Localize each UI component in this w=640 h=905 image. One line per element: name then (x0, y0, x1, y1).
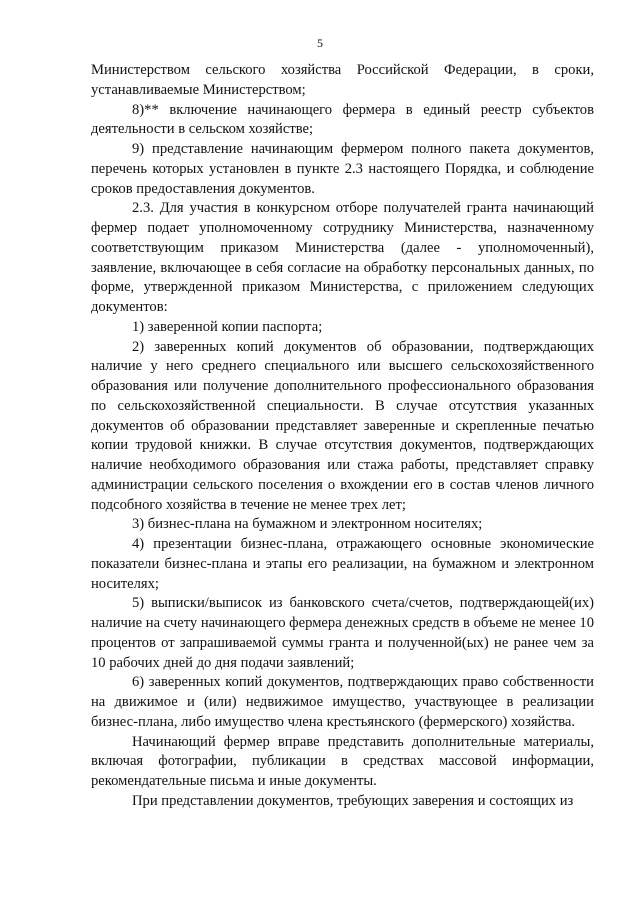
paragraph: 9) представление начинающим фермером полного пакета документов, перечень которых установлен в пункте 2.3 настоящего Порядка, и соблюдение сроков предоставления документов. (91, 141, 594, 197)
paragraph: Начинающий фермер вправе представить дополнительные материалы, включая фотографии, публикации в средствах массовой информации, рекомендательные письма и иные документы. (91, 733, 594, 789)
paragraph: При представлении документов, требующих заверения и состоящих из (132, 792, 574, 809)
paragraph: 5) выписки/выписок из банковского счета/счетов, подтверждающей(их) наличие на счету начинающего фермера денежных средств в объеме не менее 10 процентов от запрашиваемой суммы гранта и полученной(ых) не ранее чем за 10 рабочих дней до дня подачи заявлений; (91, 595, 594, 671)
paragraph: 6) заверенных копий документов, подтверждающих право собственности на движимое и (или) недвижимое имущество, участвующее в реализации бизнес-плана, либо имущество члена крестьянского (фермерского) хозяйства. (91, 674, 594, 730)
paragraph: 3) бизнес-плана на бумажном и электронном носителях; (132, 516, 483, 533)
document-body (91, 61, 594, 812)
paragraph: 2.3. Для участия в конкурсном отборе получателей гранта начинающий фермер подает уполномоченному сотруднику Министерства, назначенному соответствующим приказом Министерства (далее - уполномоченный), заявление, включающее в себя согласие на обработку персональных данных, по форме, утвержденной приказом Министерства, с приложением следующих документов: (91, 200, 594, 315)
paragraph: 2) заверенных копий документов об образовании, подтверждающих наличие у него среднего специального или высшего сельскохозяйственного образования или получение дополнительного профессионального образования по сельскохозяйственной специальности. В случае отсутствия указанных документов об образовании представляет заверенные и скрепленные печатью копии трудовой книжки. В случае отсутствия документов, подтверждающих наличие необходимого образования или стажа работы, представляет справку администрации сельского поселения о вхождении его в состав членов личного подсобного хозяйства в течение не менее трех лет; (91, 338, 594, 513)
paragraph: 1) заверенной копии паспорта; (132, 318, 323, 335)
paragraph: 8)** включение начинающего фермера в единый реестр субъектов деятельности в сельском хозяйстве; (91, 101, 594, 138)
page-number: 5 (317, 36, 323, 50)
paragraph: 4) презентации бизнес-плана, отражающего основные экономические показатели бизнес-плана и этапы его реализации, на бумажном и электронном носителях; (91, 536, 594, 592)
paragraph: Министерством сельского хозяйства Российской Федерации, в сроки, устанавливаемые Министерством; (91, 62, 594, 98)
